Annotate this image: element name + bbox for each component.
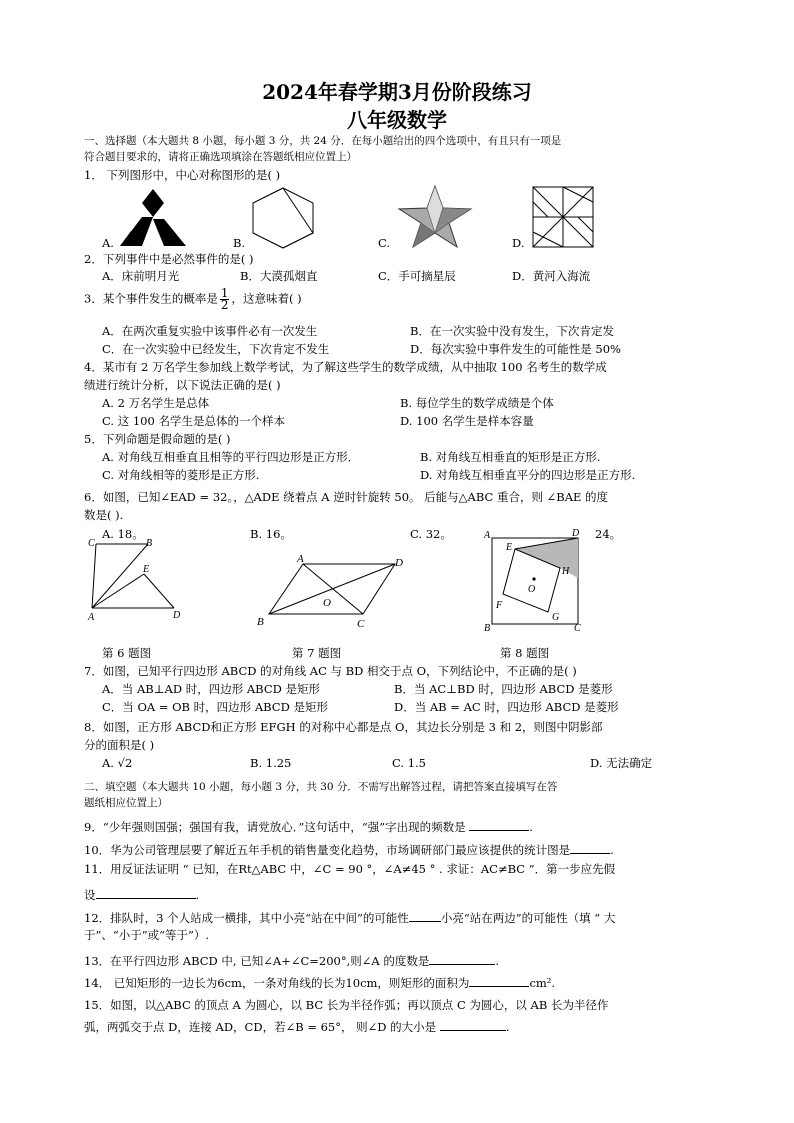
fig8-label-f: F [496, 600, 503, 611]
fig8-label-o: O [528, 584, 536, 595]
fig6-label-e: E [143, 564, 150, 575]
q14-text: 14． 已知矩形的一边长为6cm，一条对角线的长为10cm，则矩形的面积为 [84, 976, 470, 990]
q4-option-c: C. 这 100 名学生是总体的一个样本 [102, 414, 285, 428]
q10-end: . [610, 843, 614, 857]
q8-option-a: A. √2 [102, 756, 133, 770]
section1-intro-line2: 符合题目要求的，请将正确选项填涂在答题纸相应位置上） [84, 151, 357, 163]
q5-option-d: D. 对角线互相垂直平分的四边形是正方形. [420, 468, 636, 482]
q11-line1: 11．用反证法证明 “ 已知，在Rt△ABC 中，∠C = 90 °，∠A≠45 ° . 求证：AC≠BC ”．第一步应先假 [84, 862, 616, 876]
q6-option-d: 24。 [595, 527, 622, 541]
fig8-label-e: E [506, 542, 513, 553]
q15-line2 [84, 1019, 509, 1034]
q9-answer-blank[interactable] [469, 819, 529, 831]
q4-line2: 绩进行统计分析，以下说法正确的是( ) [84, 378, 281, 392]
fig8-label-g: G [552, 612, 560, 623]
fig6-label-b: B [146, 538, 153, 549]
figure-8-caption: 第 8 题图 [500, 646, 550, 660]
q4-option-a: A. 2 万名学生是总体 [102, 396, 210, 410]
q14-unit: cm² [529, 976, 552, 990]
q7-stem: 7．如图，已知平行四边形 ABCD 的对角线 AC 与 BD 相交于点 O，下列结论中，不正确的是( ) [84, 664, 577, 678]
q14-end: . [551, 976, 556, 990]
q1-option-d: D. [512, 236, 525, 250]
fig7-label-o: O [323, 597, 331, 609]
fig7-label-a: A [297, 553, 304, 565]
q9-text: 9．“少年强则国强；强国有我，请党放心．”这句话中，“强”字出现的频数是 [84, 820, 466, 834]
q15-end: . [505, 1020, 510, 1034]
q8-option-d: D. 无法确定 [590, 756, 653, 770]
q11-end: . [195, 888, 200, 902]
q2-option-d: D．黄河入海流 [512, 269, 591, 283]
q3-option-b: B．在一次实验中没有发生，下次肯定发 [410, 324, 614, 338]
figure-7 [255, 552, 405, 630]
q11-answer-blank[interactable] [96, 887, 196, 899]
q15-answer-blank[interactable] [440, 1019, 506, 1031]
q6-line1: 6．如图，已知∠EAD = 32。，△ADE 绕着点 A 逆时针旋转 50。 后能与△ABC 重合，则 ∠BAE 的度 [84, 490, 609, 504]
q12-line1 [84, 910, 615, 925]
q3-stem-before: 3．某个事件发生的概率是 [84, 291, 218, 306]
q8-line1: 8．如图，正方形 ABCD和正方形 EFGH 的对称中心都是点 O，其边长分别是 3 和 2，则图中阴影部 [84, 720, 603, 734]
q5-stem: 5．下列命题是假命题的是( ) [84, 432, 231, 446]
figure-6-caption: 第 6 题图 [102, 646, 152, 660]
q3-option-a: A．在两次重复实验中该事件必有一次发生 [102, 324, 318, 338]
fig6-label-c: C [88, 538, 95, 549]
q4-option-b: B. 每位学生的数学成绩是个体 [400, 396, 554, 410]
q1-option-c: C. [378, 236, 391, 250]
section2-intro-line2: 题纸相应位置上） [84, 797, 168, 809]
q2-option-b: B．大漠孤烟直 [240, 269, 318, 283]
fig8-label-d: D [572, 528, 580, 539]
q8-option-c: C. 1.5 [392, 756, 426, 770]
q12-line2: 于”、“小于”或“等于”）. [84, 928, 210, 942]
q2-option-a: A．床前明月光 [102, 269, 180, 283]
q13-text: 13．在平行四边形 ABCD 中, 已知∠A+∠C=200°,则∠A 的度数是 [84, 954, 430, 968]
q10 [84, 842, 614, 857]
q8-option-b: B. 1.25 [250, 756, 292, 770]
q4-line1: 4．某市有 2 万名学生参加线上数学考试，为了解这些学生的数学成绩，从中抽取 100 名考生的数学成 [84, 360, 607, 374]
fig8-label-h: H [562, 566, 570, 577]
q3-stem-after: ，这意味着( ) [231, 291, 302, 306]
q4-option-d: D. 100 名学生是样本容量 [400, 414, 534, 428]
q7-option-d: D．当 AB = AC 时，四边形 ABCD 是菱形 [394, 700, 619, 714]
fig8-label-b: B [484, 623, 491, 634]
fig8-label-c: C [574, 623, 581, 634]
q11-line2 [84, 887, 199, 902]
q13 [84, 953, 499, 968]
figure-6 [86, 536, 186, 624]
q2-stem: 2．下列事件中是必然事件的是( ) [84, 252, 254, 266]
q14 [84, 975, 555, 990]
q2-option-c: C．手可摘星辰 [378, 269, 456, 283]
q10-answer-blank[interactable] [570, 842, 610, 854]
q3-fraction: $\frac{1}{2}$ [220, 286, 229, 312]
figure-7-caption: 第 7 题图 [292, 646, 342, 660]
q7-option-c: C．当 OA = OB 时，四边形 ABCD 是矩形 [102, 700, 328, 714]
q12-answer-blank[interactable] [409, 910, 441, 922]
fig7-label-c: C [357, 618, 365, 630]
q3-option-d: D．每次实验中事件发生的可能性是 50% [410, 342, 621, 356]
q15-line1: 15．如图，以△ABC 的顶点 A 为圆心，以 BC 长为半径作弧；再以顶点 C 为圆心，以 AB 长为半径作 [84, 998, 609, 1012]
q1-figure-d-pinwheel [532, 186, 594, 248]
q12-after: 小亮“站在两边”的可能性（填 “ 大 [440, 911, 616, 925]
q7-option-b: B．当 AC⊥BD 时，四边形 ABCD 是菱形 [394, 682, 613, 696]
q3-option-c: C．在一次实验中已经发生，下次肯定不发生 [102, 342, 330, 356]
q6-option-a: A. 18。 [102, 527, 144, 541]
q9 [84, 819, 533, 834]
q8-line2: 分的面积是( ) [84, 738, 155, 752]
fig6-label-d: D [173, 610, 181, 621]
fig7-label-b: B [257, 616, 264, 628]
q15-before: 弧，两弧交于点 D，连接 AD，CD，若∠B = 65°， 则∠D 的大小是 [84, 1020, 437, 1034]
q5-option-c: C. 对角线相等的菱形是正方形. [102, 468, 260, 482]
figure-8 [482, 528, 592, 632]
q1-option-b: B. [233, 236, 246, 250]
q1-option-a: A. [102, 236, 114, 250]
exam-title: 2024年春学期3月份阶段练习 [262, 80, 532, 104]
q11-line2-before: 设 [84, 888, 96, 902]
section2-intro-line1: 二、填空题（本大题共 10 小题，每小题 3 分，共 30 分．不需写出解答过程，请把答案直接填写在答 [84, 781, 558, 793]
q13-end: . [495, 954, 499, 968]
q5-option-b: B. 对角线互相垂直的矩形是正方形. [420, 450, 601, 464]
exam-subtitle: 八年级数学 [347, 108, 447, 132]
section1-intro-line1: 一、选择题（本大题共 8 小题，每小题 3 分，共 24 分．在每小题给出的四个选项中，有且只有一项是 [84, 135, 562, 147]
q6-option-c: C. 32。 [410, 527, 452, 541]
q7-option-a: A．当 AB⊥AD 时，四边形 ABCD 是矩形 [102, 682, 321, 696]
q9-end: . [529, 820, 533, 834]
q10-text: 10．华为公司管理层要了解近五年手机的销售量变化趋势，市场调研部门最应该提供的统计图是 [84, 843, 571, 857]
q1-stem: 1． 下列图形中，中心对称图形的是( ) [84, 168, 281, 182]
fig8-label-a: A [484, 530, 491, 541]
q14-answer-blank[interactable] [469, 975, 529, 987]
q1-figure-b-hexagon [250, 187, 316, 249]
q6-option-b: B. 16。 [250, 527, 292, 541]
q3-stem [84, 288, 302, 311]
q12-before: 12．排队时，3 个人站成一横排，其中小亮“站在中间”的可能性 [84, 911, 409, 925]
q1-figure-c-star [396, 186, 474, 248]
q5-option-a: A. 对角线互相垂直且相等的平行四边形是正方形． [102, 450, 360, 464]
fig6-label-a: A [88, 612, 95, 623]
q13-answer-blank[interactable] [429, 953, 495, 965]
q6-line2: 数是( ). [84, 508, 124, 522]
q1-figure-a-diamonds [118, 189, 188, 247]
fig7-label-d: D [395, 557, 403, 569]
